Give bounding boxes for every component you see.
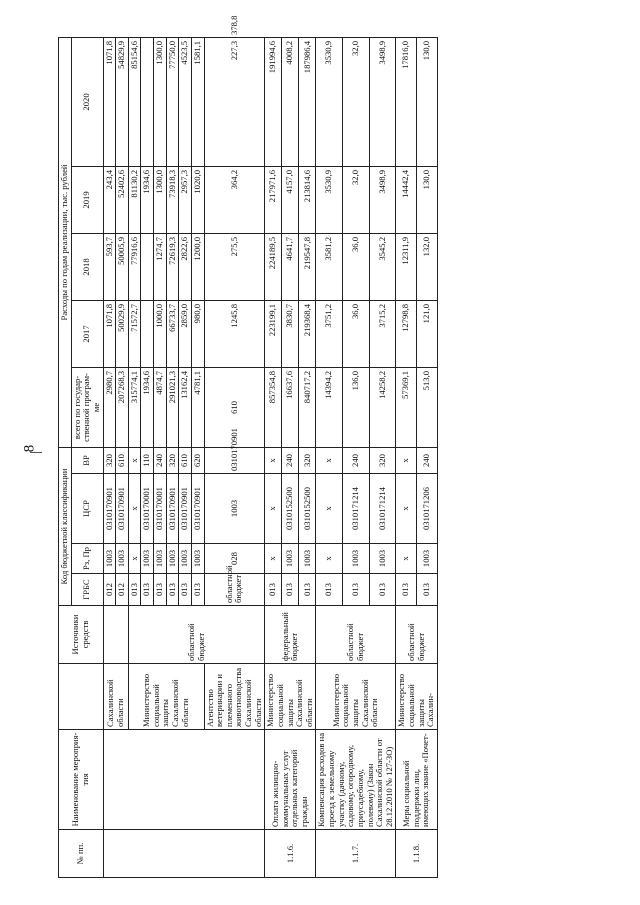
row-source: областной бюджет [128, 606, 265, 664]
row-executor: Министерство социальной защиты Сахалинской области [128, 664, 204, 730]
cell-total: 13162,4 [179, 367, 192, 447]
header-executor [59, 664, 104, 730]
cell-total: 4874,7 [154, 367, 167, 447]
cell-2020 [141, 37, 154, 166]
cell-grbs: 013 [191, 574, 204, 606]
cell-total: 16637,6 [282, 367, 299, 447]
cell-grbs: 013 [166, 574, 179, 606]
cell-vr: 620 [191, 447, 204, 473]
cell-csr: 0310170901 [204, 447, 265, 473]
cell-2019: 32,0 [343, 166, 370, 233]
cell-grbs: 012 [116, 574, 129, 606]
cell-2020: 1071,8 [103, 37, 116, 166]
table-row [103, 37, 116, 877]
cell-csr: 0310171214 [369, 474, 396, 544]
cell-vr: 610 [116, 447, 129, 473]
cell-2020: 32,0 [343, 37, 370, 166]
cell-2019: 81130,2 [128, 166, 141, 233]
cell-csr: х [396, 474, 417, 544]
cell-2017: 12798,8 [396, 300, 417, 367]
header-no: № пп. [59, 830, 104, 878]
cell-grbs: 013 [316, 574, 343, 606]
cell-vr: х [265, 447, 282, 473]
cell-vr: 320 [369, 447, 396, 473]
cell-2020: 4008,2 [282, 37, 299, 166]
cell-2018 [141, 233, 154, 300]
cell-2019: 227,3 [204, 37, 265, 166]
table-row: Агентство ветеринарии и племенного животноводства Сахалинской области областной бюджет 028 1003 0310170901 610 1245,8 275,5 364,2 227,3 378,8 [204, 37, 265, 877]
cell-2019: 1300,0 [154, 166, 167, 233]
cell-csr: 0310170001 [141, 474, 154, 544]
header-csr: ЦСР [71, 474, 103, 544]
cell-vr: 110 [141, 447, 154, 473]
cell-total: 57369,1 [396, 367, 417, 447]
header-2020: 2020 [71, 37, 103, 166]
cell-rzpr: х [316, 544, 343, 574]
cell-rzpr: 1003 [166, 544, 179, 574]
cell-csr: х [128, 474, 141, 544]
cell-csr: х [265, 474, 282, 544]
cell-rzpr: 1003 [154, 544, 167, 574]
cell-2020: 54829,9 [116, 37, 129, 166]
cell-vr: х [396, 447, 417, 473]
cell-rzpr: 1003 [282, 544, 299, 574]
cell-rzpr: 1003 [191, 544, 204, 574]
cell-csr: 0310170901 [191, 474, 204, 544]
table-row [396, 37, 417, 877]
cell-csr: 0310171206 [417, 474, 438, 544]
cell-rzpr: х [396, 544, 417, 574]
row-source: областной бюджет [204, 574, 265, 606]
cell-2018: 219547,8 [299, 233, 316, 300]
cell-csr: 0310170901 [179, 474, 192, 544]
cell-rzpr: 1003 [204, 474, 265, 544]
cell-2017: 50029,9 [116, 300, 129, 367]
cell-grbs: 013 [128, 574, 141, 606]
cell-grbs: 013 [282, 574, 299, 606]
cell-2019: 73918,3 [166, 166, 179, 233]
cell-2017: 3751,2 [316, 300, 343, 367]
cell-2019: 14442,4 [396, 166, 417, 233]
cell-total: 315774,1 [128, 367, 141, 447]
row-name [103, 730, 265, 830]
row-source: федеральный бюджет [265, 606, 316, 664]
cell-2020: 3530,9 [316, 37, 343, 166]
row-no: 1.1.7. [316, 830, 396, 878]
page-number: 8 [21, 444, 38, 453]
cell-total: 14258,2 [369, 367, 396, 447]
row-no: 1.1.8. [396, 830, 438, 878]
header-row-1 [59, 37, 72, 877]
row-name: Оплата жилищно-коммунальных услуг отдельных категорий граждан [265, 730, 316, 830]
cell-rzpr: 1003 [179, 544, 192, 574]
header-2017: 2017 [71, 300, 103, 367]
table-row [265, 37, 282, 877]
cell-vr: 320 [299, 447, 316, 473]
cell-csr: 0310171214 [343, 474, 370, 544]
header-expenses-group: Расходы по годам реализации, тыс. рублей [59, 37, 72, 447]
cell-2017 [141, 300, 154, 367]
header-grbs: ГРБС [71, 574, 103, 606]
cell-2018: 1274,7 [154, 233, 167, 300]
cell-2019: 4157,0 [282, 166, 299, 233]
cell-2018: 2822,6 [179, 233, 192, 300]
row-name: Меры социальной поддержки лиц, имеющих звание «Почет- [396, 730, 438, 830]
cell-2020: 3498,9 [369, 37, 396, 166]
cell-csr: 0310152500 [299, 474, 316, 544]
budget-table [58, 15, 438, 878]
cell-csr: 0310170001 [154, 474, 167, 544]
cell-vr: 240 [343, 447, 370, 473]
header-2018: 2018 [71, 233, 103, 300]
header-name: Наименование мероприя-тия [59, 730, 104, 830]
cell-csr: 0310170901 [116, 474, 129, 544]
cell-2018: 224189,5 [265, 233, 282, 300]
row-source [103, 606, 128, 664]
cell-2017: 3830,7 [282, 300, 299, 367]
row-no: 1.1.6. [265, 830, 316, 878]
cell-csr: х [316, 474, 343, 544]
cell-grbs: 013 [369, 574, 396, 606]
cell-2017: 3715,2 [369, 300, 396, 367]
cell-csr: 0310170901 [166, 474, 179, 544]
cell-2017: 980,0 [191, 300, 204, 367]
cell-total: 1934,6 [141, 367, 154, 447]
cell-2017: 223199,1 [265, 300, 282, 367]
cell-vr: 240 [154, 447, 167, 473]
cell-vr: 610 [204, 367, 265, 447]
cell-rzpr: 1003 [141, 544, 154, 574]
cell-2018: 4641,7 [282, 233, 299, 300]
cell-grbs: 013 [179, 574, 192, 606]
cell-2020: 85154,6 [128, 37, 141, 166]
cell-csr: 0310152500 [282, 474, 299, 544]
cell-total: 291021,3 [166, 367, 179, 447]
cell-2017: 2859,0 [179, 300, 192, 367]
row-name: Компенсация расходов на проезд к земельному участку (дачному, садовому, огородному, приусадебному, полевому) (Закон Сахалинской области от 28.12.2010 № 127-ЗО) [316, 730, 396, 830]
cell-2020: 187986,4 [299, 37, 316, 166]
cell-total: 2980,7 [103, 367, 116, 447]
cell-vr: х [128, 447, 141, 473]
cell-2020: 17816,0 [396, 37, 417, 166]
cell-2019: 1934,6 [141, 166, 154, 233]
cell-2019: 130,0 [417, 166, 438, 233]
cell-2018: 3581,2 [316, 233, 343, 300]
cell-vr: 610 [179, 447, 192, 473]
cell-2019: 2957,3 [179, 166, 192, 233]
cell-total: 840717,2 [299, 367, 316, 447]
header-2019: 2019 [71, 166, 103, 233]
cell-2017: 71572,7 [128, 300, 141, 367]
cell-vr: 240 [417, 447, 438, 473]
cell-2018: 1200,0 [191, 233, 204, 300]
cell-2017: 275,5 [204, 233, 265, 300]
cell-grbs: 013 [417, 574, 438, 606]
cell-total: 1245,8 [204, 300, 265, 367]
cell-2018: 36,0 [343, 233, 370, 300]
cell-total: 4781,1 [191, 367, 204, 447]
page-divider [30, 452, 42, 453]
cell-2017: 1000,0 [154, 300, 167, 367]
cell-total: 14394,2 [316, 367, 343, 447]
cell-vr: 320 [166, 447, 179, 473]
row-source: областной бюджет [396, 606, 438, 664]
cell-grbs: 012 [103, 574, 116, 606]
cell-2019: 243,4 [103, 166, 116, 233]
cell-vr: 240 [282, 447, 299, 473]
cell-2017: 219368,4 [299, 300, 316, 367]
cell-rzpr: 1003 [343, 544, 370, 574]
cell-total: 513,0 [417, 367, 438, 447]
cell-2018: 72619,3 [166, 233, 179, 300]
cell-2019: 213814,6 [299, 166, 316, 233]
cell-2018: 593,7 [103, 233, 116, 300]
cell-2019: 217971,6 [265, 166, 282, 233]
cell-2018: 12311,9 [396, 233, 417, 300]
cell-2017: 36,0 [343, 300, 370, 367]
cell-2018: 50005,9 [116, 233, 129, 300]
cell-2020: 4523,5 [179, 37, 192, 166]
cell-grbs: 028 [204, 544, 265, 574]
cell-grbs: 013 [343, 574, 370, 606]
cell-total: 857354,8 [265, 367, 282, 447]
row-source: областной бюджет [316, 606, 396, 664]
cell-rzpr: 1003 [417, 544, 438, 574]
cell-total: 136,0 [343, 367, 370, 447]
cell-2020: 1300,0 [154, 37, 167, 166]
cell-vr: 320 [103, 447, 116, 473]
row-executor: Агентство ветеринарии и племенного животноводства Сахалинской области [204, 664, 265, 730]
table-rotated-container [58, 15, 438, 878]
cell-2020: 191994,6 [265, 37, 282, 166]
row-executor: Министерство социальной защиты Сахалинской области [265, 664, 316, 730]
cell-grbs: 013 [299, 574, 316, 606]
cell-grbs: 013 [154, 574, 167, 606]
cell-2019: 3530,9 [316, 166, 343, 233]
cell-2018: 3545,2 [369, 233, 396, 300]
cell-2019: 3498,9 [369, 166, 396, 233]
cell-rzpr: 1003 [299, 544, 316, 574]
cell-rzpr: 1003 [116, 544, 129, 574]
header-vr: ВР [71, 447, 103, 473]
header-source: Источники средств [59, 606, 104, 664]
cell-2019: 52402,6 [116, 166, 129, 233]
header-total: всего по государ-ственной програм-ме [71, 367, 103, 447]
cell-csr: 0310170901 [103, 474, 116, 544]
cell-2018: 132,0 [417, 233, 438, 300]
row-executor: Министерство социальной защиты Сахалин- [396, 664, 438, 730]
cell-vr: х [316, 447, 343, 473]
row-no [103, 830, 265, 878]
cell-2020: 130,0 [417, 37, 438, 166]
cell-rzpr: х [265, 544, 282, 574]
cell-rzpr: 1003 [103, 544, 116, 574]
cell-rzpr: 1003 [369, 544, 396, 574]
cell-rzpr: х [128, 544, 141, 574]
cell-2018: 364,2 [204, 166, 265, 233]
header-code-group: Код бюджетной классификации [59, 447, 72, 605]
cell-grbs: 013 [396, 574, 417, 606]
cell-2018: 77916,6 [128, 233, 141, 300]
cell-2020: 77750,0 [166, 37, 179, 166]
table-row [316, 37, 343, 877]
header-rzpr: Рз, Пр [71, 544, 103, 574]
cell-total: 207268,3 [116, 367, 129, 447]
row-executor: Сахалинской области [103, 664, 128, 730]
cell-2017: 121,0 [417, 300, 438, 367]
cell-grbs: 013 [265, 574, 282, 606]
cell-2020: 1581,1 [191, 37, 204, 166]
cell-2017: 66733,7 [166, 300, 179, 367]
cell-2019: 1020,0 [191, 166, 204, 233]
row-executor: Министерство социальной защиты Сахалинской области [316, 664, 396, 730]
cell-2017: 1071,8 [103, 300, 116, 367]
cell-grbs: 013 [141, 574, 154, 606]
